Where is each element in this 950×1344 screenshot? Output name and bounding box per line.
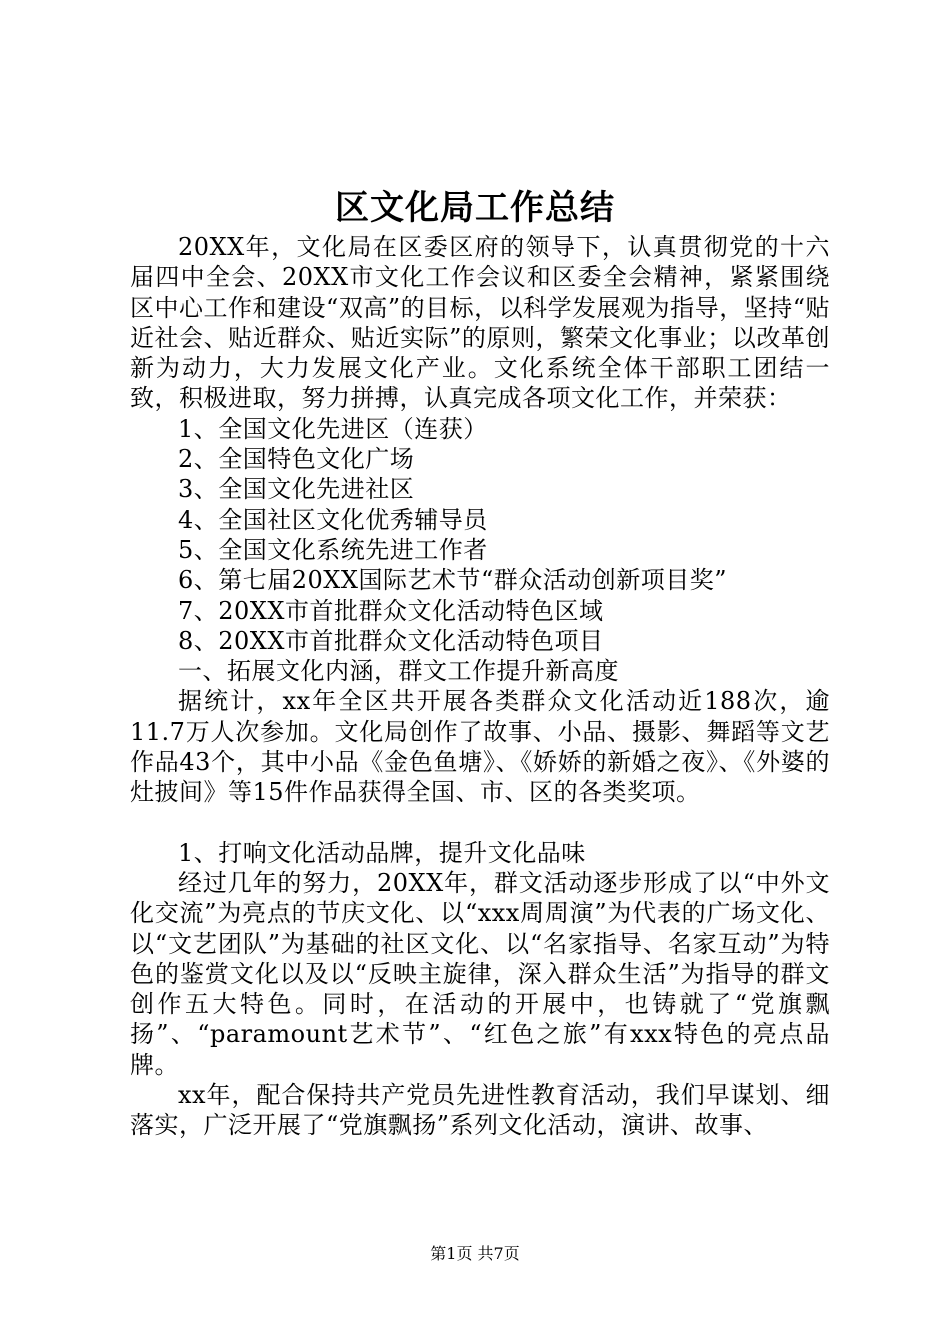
document-body <box>130 232 830 1141</box>
honor-item-8: 8、20XX市首批群众文化活动特色项目 <box>178 626 604 655</box>
document-title: 区文化局工作总结 <box>335 188 615 228</box>
honor-item-1: 1、全国文化先进区（连获） <box>178 414 488 443</box>
honor-item-3: 3、全国文化先进社区 <box>178 475 415 504</box>
intro-paragraph: 20XX年，文化局在区委区府的领导下，认真贯彻党的十六届四中全会、20XX市文化工作会议和区委全会精神，紧紧围绕区中心工作和建设“双高”的目标，以科学发展观为指导，坚持“贴近社会、贴近群众、贴近实际”的原则，繁荣文化事业；以改革创新为动力，大力发展文化产业。文化系统全体干部职工团结一致，积极进取，努力拼搏，认真完成各项文化工作，并荣获： <box>130 233 830 413</box>
statistics-paragraph: 据统计，xx年全区共开展各类群众文化活动近188次，逾11.7万人次参加。文化局创作了故事、小品、摄影、舞蹈等文艺作品43个，其中小品《金色鱼塘》、《娇娇的新婚之夜》、《外婆的灶披间》等15件作品获得全国、市、区的各类奖项。 <box>130 687 830 807</box>
honor-item-7: 7、20XX市首批群众文化活动特色区域 <box>178 596 604 625</box>
brand-paragraph: 经过几年的努力，20XX年，群文活动逐步形成了以“中外文化交流”为亮点的节庆文化、以“xxx周周演”为代表的广场文化、以“文艺团队”为基础的社区文化、以“名家指导、名家互动”为特色的鉴赏文化以及以“反映主旋律，深入群众生活”为指导的群文创作五大特色。同时，在活动的开展中，也铸就了“党旗飘扬”、“paramount艺术节”、“红色之旅”有xxx特色的亮点品牌。 <box>130 868 830 1079</box>
honor-item-6: 6、第七届20XX国际艺术节“群众活动创新项目奖” <box>178 566 728 595</box>
honor-item-2: 2、全国特色文化广场 <box>178 445 415 474</box>
subsection-heading-1: 1、打响文化活动品牌，提升文化品味 <box>178 838 586 867</box>
page-number-footer: 第1页 共7页 <box>430 1244 520 1263</box>
honor-item-4: 4、全国社区文化优秀辅导员 <box>178 505 488 534</box>
honor-item-5: 5、全国文化系统先进工作者 <box>178 535 488 564</box>
section-heading-1: 一、拓展文化内涵，群文工作提升新高度 <box>178 657 619 686</box>
activity-paragraph: xx年，配合保持共产党员先进性教育活动，我们早谋划、细落实，广泛开展了“党旗飘扬”系列文化活动，演讲、故事、 <box>130 1081 830 1140</box>
